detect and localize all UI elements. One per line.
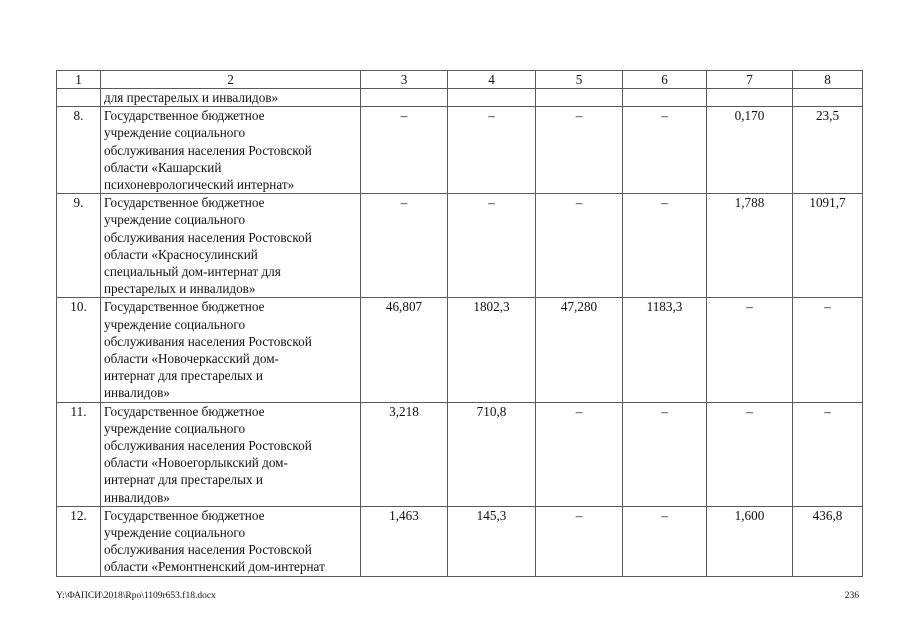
value-cell-col-4: 710,8 [448,402,536,506]
table-header-row [57,71,863,89]
institution-name-line: психоневрологический интернат» [104,177,295,193]
value-cell-col-7: – [707,402,793,506]
institution-name-line: учреждение социального [104,525,246,541]
value-cell-col-3: 1,463 [361,506,448,576]
table-row [57,194,863,298]
row-number-cell [57,89,101,107]
value-cell-col-4: 145,3 [448,506,536,576]
institution-name-line: специальный дом-интернат для [104,264,281,280]
institution-name-cell [101,89,361,107]
value-cell-col-7: – [707,298,793,402]
value-cell-col-3: – [361,194,448,298]
value-cell-col-7 [707,89,793,107]
value-cell-col-6: – [623,402,707,506]
value-cell-col-3 [361,89,448,107]
table-row [57,506,863,576]
row-number-cell: 12. [57,506,101,576]
institution-name-line: обслуживания населения Ростовской [104,142,312,158]
institution-name-line: престарелых и инвалидов» [104,281,256,297]
institution-name-line: Государственное бюджетное [104,299,265,315]
institution-name-line: обслуживания населения Ростовской [104,542,312,558]
institution-name-line: области «Красносулинский [104,246,258,262]
document-path: Y:\ФАПСИ\2018\Rpo\1109r653.f18.docx [56,591,216,601]
institution-name-line: учреждение социального [104,212,246,228]
institution-name-line: учреждение социального [104,420,246,436]
value-cell-col-4 [448,89,536,107]
value-cell-col-7: 1,788 [707,194,793,298]
institution-name-line: для престарелых и инвалидов» [104,90,279,105]
institution-name-line: области «Кашарский [104,159,222,175]
header-cell: 2 [101,71,361,89]
institution-name-line: области «Ремонтненский дом-интернат [104,559,325,575]
value-cell-col-4: 1802,3 [448,298,536,402]
value-cell-col-4: – [448,194,536,298]
row-number-cell: 10. [57,298,101,402]
value-cell-col-8 [793,89,863,107]
institution-name-line: обслуживания населения Ростовской [104,229,312,245]
table-row [57,402,863,506]
document-table [56,70,863,577]
institution-name-line: инвалидов» [104,489,170,505]
header-cell: 7 [707,71,793,89]
row-number-cell: 8. [57,107,101,194]
institution-name-cell [101,506,361,576]
institution-name-cell [101,402,361,506]
value-cell-col-5: – [536,506,623,576]
value-cell-col-8: 1091,7 [793,194,863,298]
institution-name-line: учреждение социального [104,316,246,332]
value-cell-col-5: 47,280 [536,298,623,402]
institution-name-line: области «Новоегорлыкский дом- [104,455,288,471]
value-cell-col-6 [623,89,707,107]
value-cell-col-6: – [623,107,707,194]
value-cell-col-5: – [536,194,623,298]
institution-name-line: интернат для престарелых и [104,368,263,384]
institution-name-line: инвалидов» [104,385,170,401]
page-number: 236 [844,591,859,601]
table-row [57,298,863,402]
institution-name-line: области «Новочеркасский дом- [104,351,279,367]
institution-name-line: обслуживания населения Ростовской [104,438,312,454]
value-cell-col-6: – [623,194,707,298]
header-cell: 5 [536,71,623,89]
value-cell-col-5: – [536,107,623,194]
value-cell-col-8: 436,8 [793,506,863,576]
institution-name-cell [101,107,361,194]
institution-name-line: Государственное бюджетное [104,108,265,124]
header-cell: 6 [623,71,707,89]
table-row [57,107,863,194]
institution-name-line: Государственное бюджетное [104,195,265,211]
value-cell-col-7: 0,170 [707,107,793,194]
value-cell-col-6: 1183,3 [623,298,707,402]
table-body [57,71,863,577]
value-cell-col-8: – [793,402,863,506]
value-cell-col-4: – [448,107,536,194]
row-number-cell: 9. [57,194,101,298]
value-cell-col-7: 1,600 [707,506,793,576]
header-cell: 1 [57,71,101,89]
row-number-cell: 11. [57,402,101,506]
institution-name-line: учреждение социального [104,125,246,141]
header-cell: 8 [793,71,863,89]
institution-name-cell [101,194,361,298]
value-cell-col-3: 3,218 [361,402,448,506]
value-cell-col-3: – [361,107,448,194]
value-cell-col-5 [536,89,623,107]
value-cell-col-8: 23,5 [793,107,863,194]
header-cell: 4 [448,71,536,89]
value-cell-col-3: 46,807 [361,298,448,402]
institution-name-line: Государственное бюджетное [104,507,265,523]
institution-name-line: обслуживания населения Ростовской [104,333,312,349]
value-cell-col-6: – [623,506,707,576]
institution-name-cell [101,298,361,402]
institution-name-line: интернат для престарелых и [104,472,263,488]
value-cell-col-5: – [536,402,623,506]
institution-name-line: Государственное бюджетное [104,403,265,419]
header-cell: 3 [361,71,448,89]
table-row-continuation [57,89,863,107]
value-cell-col-8: – [793,298,863,402]
